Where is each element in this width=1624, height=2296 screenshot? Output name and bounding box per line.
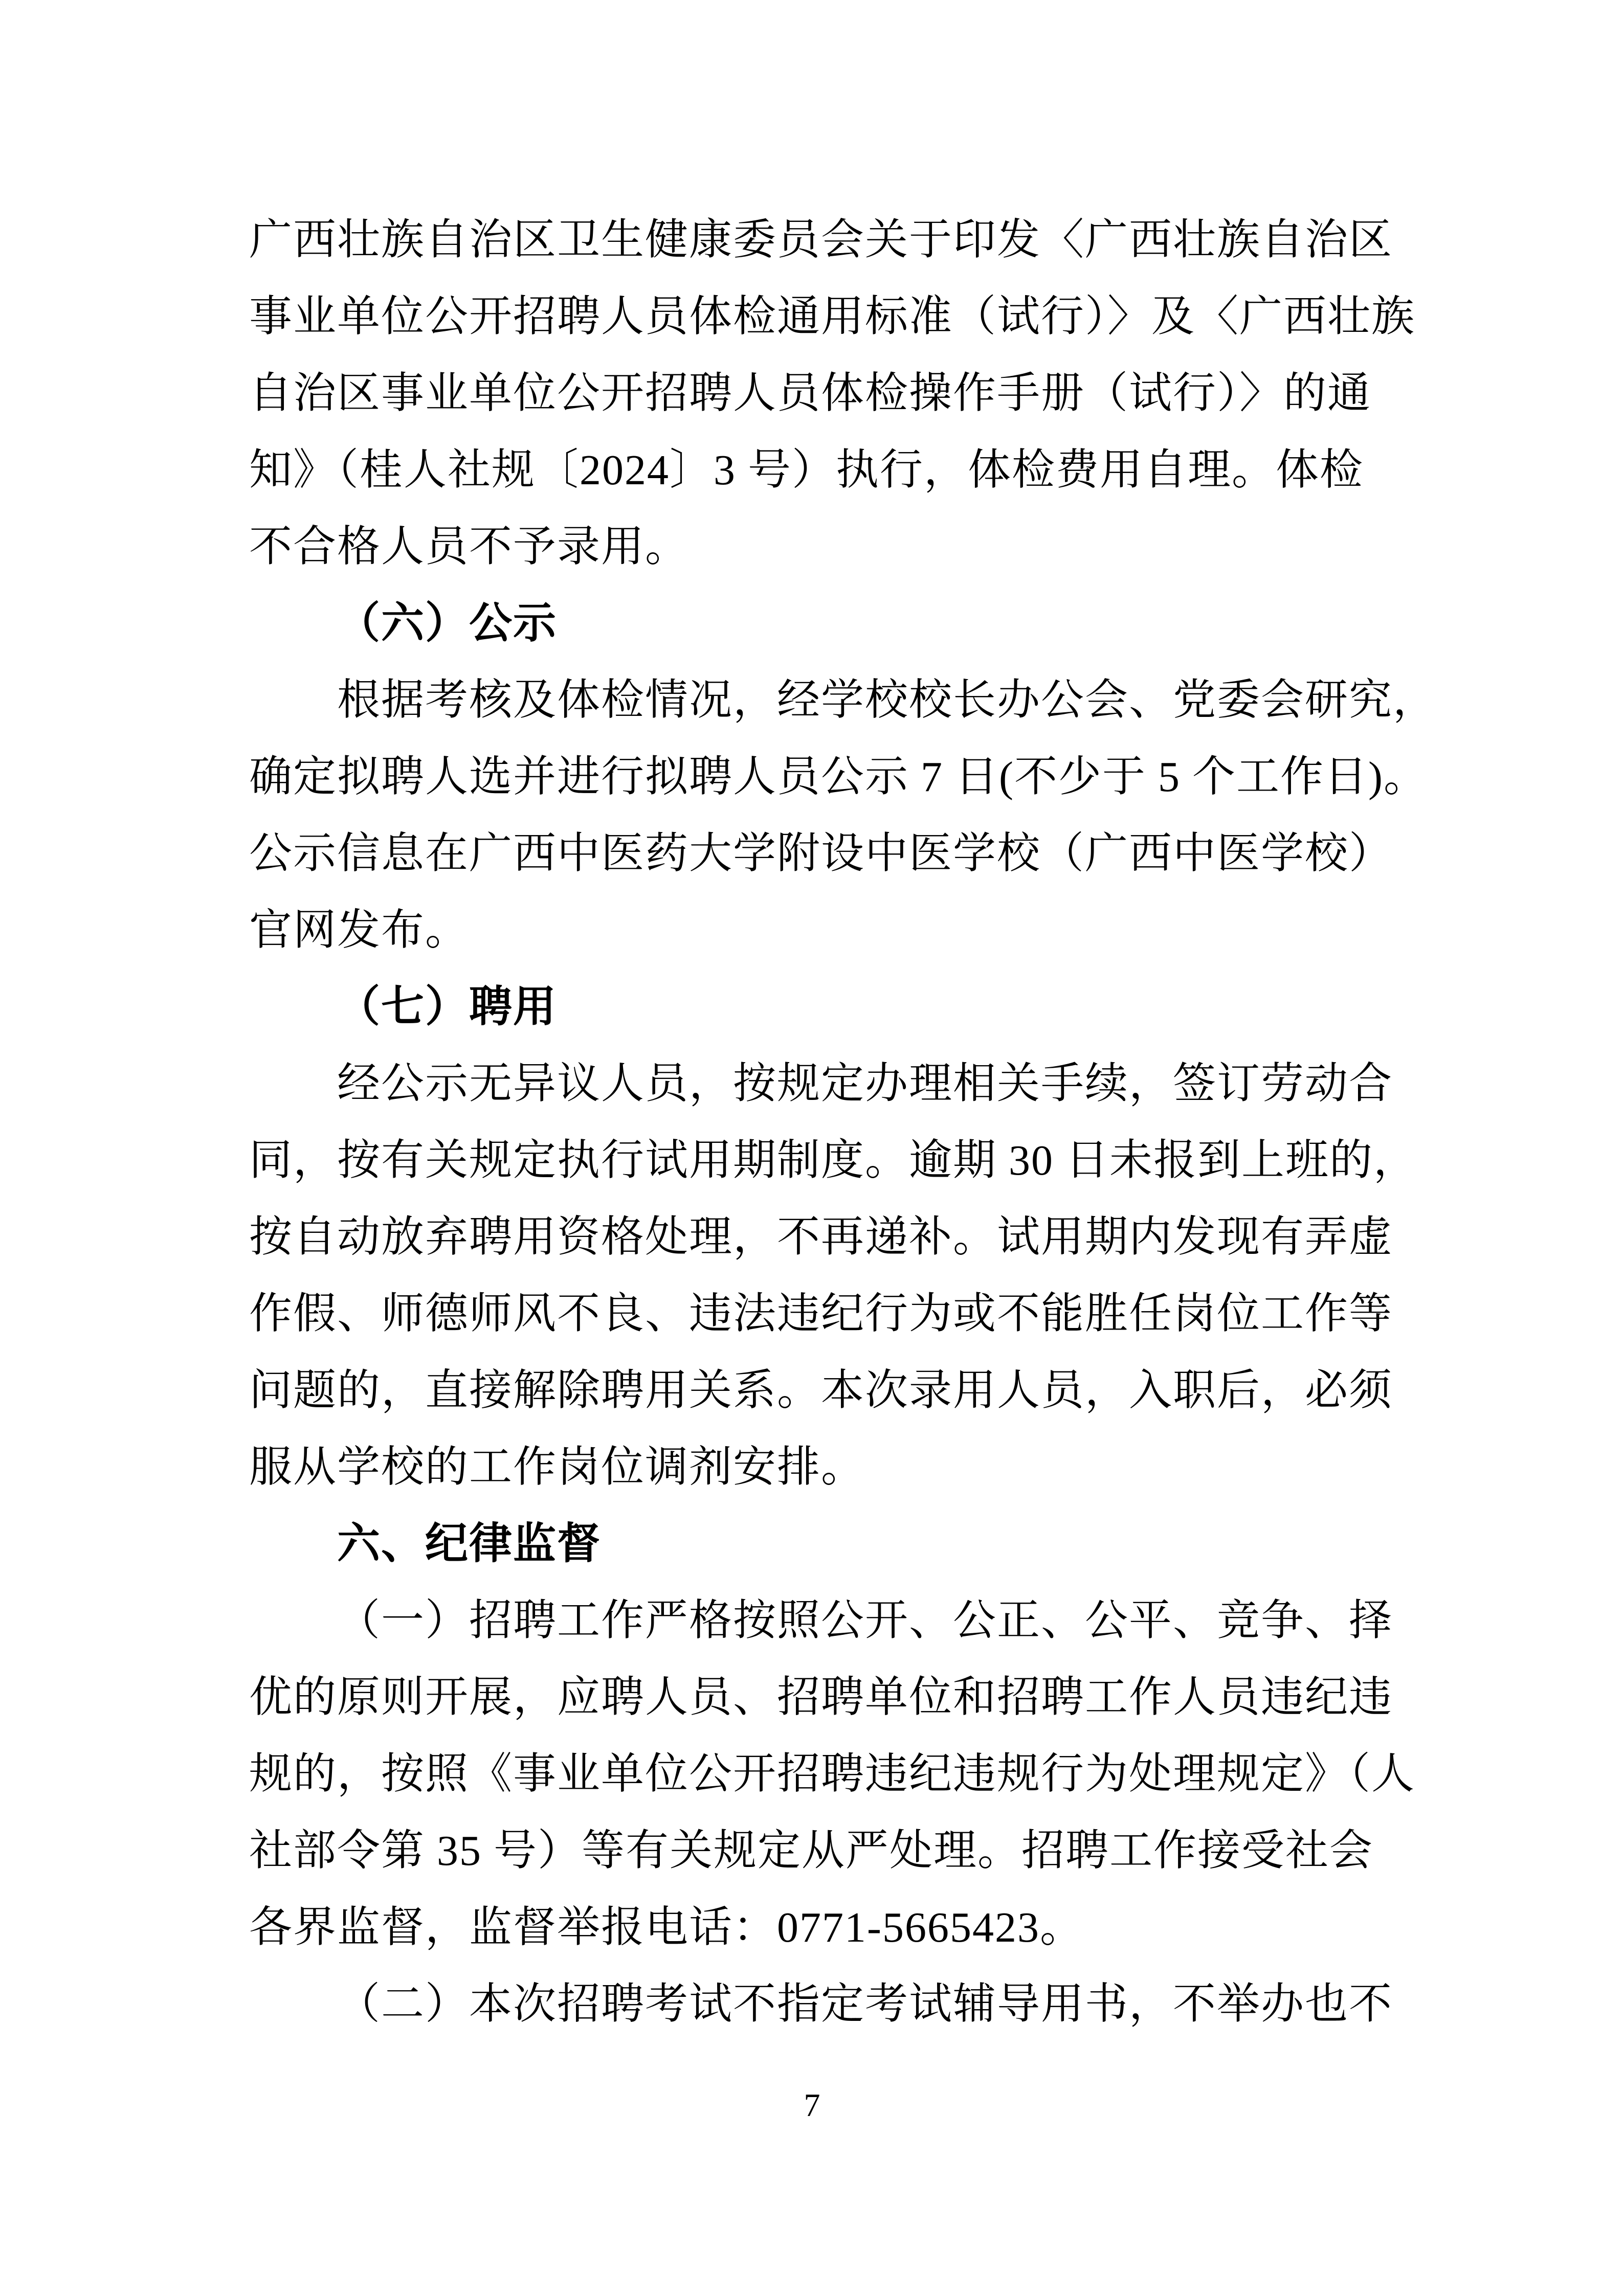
text-line: 同，按有关规定执行试用期制度。逾期 30 日未报到上班的， [249, 1137, 1418, 1184]
text-line: 事业单位公开招聘人员体检通用标准（试行）〉及〈广西壮族 [249, 293, 1416, 341]
text-line: 按自动放弃聘用资格处理，不再递补。试用期内发现有弄虚 [249, 1213, 1393, 1261]
text-line: 问题的，直接解除聘用关系。本次录用人员，入职后，必须 [249, 1367, 1393, 1414]
text-line: （一）招聘工作严格按照公开、公正、公平、竞争、择 [337, 1597, 1393, 1645]
text-line: 确定拟聘人选并进行拟聘人员公示 7 日(不少于 5 个工作日)。 [249, 753, 1428, 801]
text-line: 作假、师德师风不良、违法违纪行为或不能胜任岗位工作等 [249, 1290, 1393, 1338]
text-line: 优的原则开展，应聘人员、招聘单位和招聘工作人员违纪违 [249, 1674, 1393, 1721]
text-line: 不合格人员不予录用。 [249, 523, 689, 571]
text-line: 知》（桂人社规〔2024〕3 号）执行，体检费用自理。体检 [249, 446, 1364, 494]
text-line: 广西壮族自治区卫生健康委员会关于印发〈广西壮族自治区 [249, 216, 1393, 264]
section-heading-discipline-supervision: 六、纪律监督 [337, 1520, 602, 1568]
text-line: 经公示无异议人员，按规定办理相关手续，签订劳动合 [337, 1060, 1393, 1108]
section-heading-publicity: （六）公示 [337, 600, 558, 647]
text-line: 规的，按照《事业单位公开招聘违纪违规行为处理规定》（人 [249, 1750, 1416, 1798]
text-line: 官网发布。 [249, 907, 470, 954]
text-line: 各界监督，监督举报电话：0771-5665423。 [249, 1904, 1084, 1951]
text-line: 根据考核及体检情况，经学校校长办公会、党委会研究， [337, 677, 1437, 724]
text-line: （二）本次招聘考试不指定考试辅导用书，不举办也不 [337, 1980, 1393, 2028]
text-line: 公示信息在广西中医药大学附设中医学校（广西中医学校） [249, 830, 1393, 877]
text-line: 自治区事业单位公开招聘人员体检操作手册（试行）〉的通 [249, 370, 1372, 417]
page-number: 7 [804, 2087, 820, 2123]
document-body [249, 202, 1437, 2043]
text-line: 社部令第 35 号）等有关规定从严处理。招聘工作接受社会 [249, 1827, 1374, 1875]
section-heading-employment: （七）聘用 [337, 983, 558, 1031]
text-line: 服从学校的工作岗位调剂安排。 [249, 1444, 865, 1491]
